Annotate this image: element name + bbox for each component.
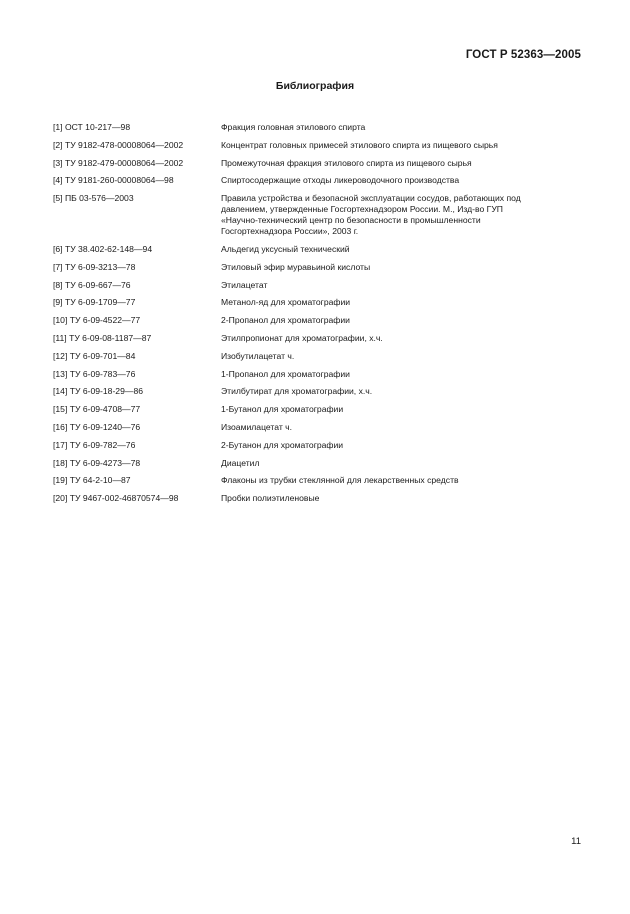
entry-description: Метанол-яд для хроматографии (221, 297, 351, 308)
bibliography-entry (53, 475, 583, 486)
bibliography-list (53, 122, 583, 511)
entry-reference: [15] ТУ 6-09-4708—77 (53, 404, 141, 415)
entry-reference: [9] ТУ 6-09-1709—77 (53, 297, 136, 308)
entry-description: Промежуточная фракция этилового спирта из пищевого сырья (221, 157, 472, 168)
bibliography-entry (53, 140, 583, 151)
entry-description: 1-Бутанол для хроматографии (221, 404, 344, 415)
entry-description: Пробки полиэтиленовые (221, 493, 320, 504)
bibliography-entry (53, 440, 583, 451)
entry-description: 2-Пропанол для хроматографии (221, 315, 350, 326)
entry-reference: [12] ТУ 6-09-701—84 (53, 350, 136, 361)
entry-reference: [2] ТУ 9182-478-00008064—2002 (53, 139, 184, 150)
entry-description: Этилацетат (221, 279, 268, 290)
bibliography-entry (53, 422, 583, 433)
entry-reference: [13] ТУ 6-09-783—76 (53, 368, 136, 379)
entry-reference: [14] ТУ 6-09-18-29—86 (53, 386, 144, 397)
bibliography-entry (53, 297, 583, 308)
entry-reference: [4] ТУ 9181-260-00008064—98 (53, 175, 174, 186)
bibliography-entry (53, 369, 583, 380)
bibliography-entry (53, 280, 583, 291)
entry-description: Этиловый эфир муравьиной кислоты (221, 261, 371, 272)
bibliography-entry (53, 333, 583, 344)
entry-reference: [8] ТУ 6-09-667—76 (53, 279, 131, 290)
entry-reference: [20] ТУ 9467-002-46870574—98 (53, 493, 179, 504)
entry-reference: [17] ТУ 6-09-782—76 (53, 439, 136, 450)
bibliography-entry (53, 493, 583, 504)
page-number: 11 (571, 836, 581, 847)
entry-description: Изоамилацетат ч. (221, 421, 293, 432)
bibliography-entry (53, 458, 583, 469)
bibliography-entry (53, 315, 583, 326)
entry-description: Флаконы из трубки стеклянной для лекарственных средств (221, 475, 459, 486)
entry-description: Спиртосодержащие отходы ликероводочного производства (221, 175, 460, 186)
bibliography-entry (53, 193, 583, 237)
entry-description: Фракция головная этилового спирта (221, 122, 366, 132)
entry-description: Этилпропионат для хроматографии, х.ч. (221, 332, 383, 343)
entry-reference: [10] ТУ 6-09-4522—77 (53, 315, 141, 326)
bibliography-entry (53, 158, 583, 169)
entry-reference: [3] ТУ 9182-479-00008064—2002 (53, 157, 184, 168)
entry-reference: [1] ОСТ 10-217—98 (53, 122, 131, 132)
bibliography-entry (53, 404, 583, 415)
entry-description: Этилбутират для хроматографии, х.ч. (221, 386, 373, 397)
page-title: Библиография (275, 80, 355, 92)
entry-reference: [6] ТУ 38.402-62-148—94 (53, 243, 153, 254)
entry-reference: [16] ТУ 6-09-1240—76 (53, 421, 141, 432)
entry-description: 2-Бутанон для хроматографии (221, 439, 344, 450)
entry-reference: [7] ТУ 6-09-3213—78 (53, 261, 136, 272)
bibliography-entry (53, 244, 583, 255)
bibliography-entry (53, 122, 583, 133)
entry-reference: [5] ПБ 03-576—2003 (53, 193, 134, 204)
entry-reference: [11] ТУ 6-09-08-1187—87 (53, 332, 152, 343)
bibliography-entry (53, 262, 583, 273)
entry-description: Диацетил (221, 457, 260, 468)
entry-description: 1-Пропанол для хроматографии (221, 368, 350, 379)
entry-description: Альдегид уксусный технический (221, 243, 350, 254)
entry-reference: [18] ТУ 6-09-4273—78 (53, 457, 141, 468)
entry-description: Изобутилацетат ч. (221, 350, 295, 361)
entry-description: Концентрат головных примесей этилового спирта из пищевого сырья (221, 139, 498, 150)
entry-description: Правила устройства и безопасной эксплуатации сосудов, работающих под давлением, утвержденные Госгортехнадзором России. М., Изд-во ГУП «Научно-технический центр по безопасности в промышленности Госгортехнадзора России», 2003 г. (221, 193, 521, 237)
bibliography-entry (53, 386, 583, 397)
entry-reference: [19] ТУ 64-2-10—87 (53, 475, 131, 486)
standard-number-header: ГОСТ Р 52363—2005 (465, 49, 581, 61)
bibliography-entry (53, 351, 583, 362)
bibliography-entry (53, 175, 583, 186)
